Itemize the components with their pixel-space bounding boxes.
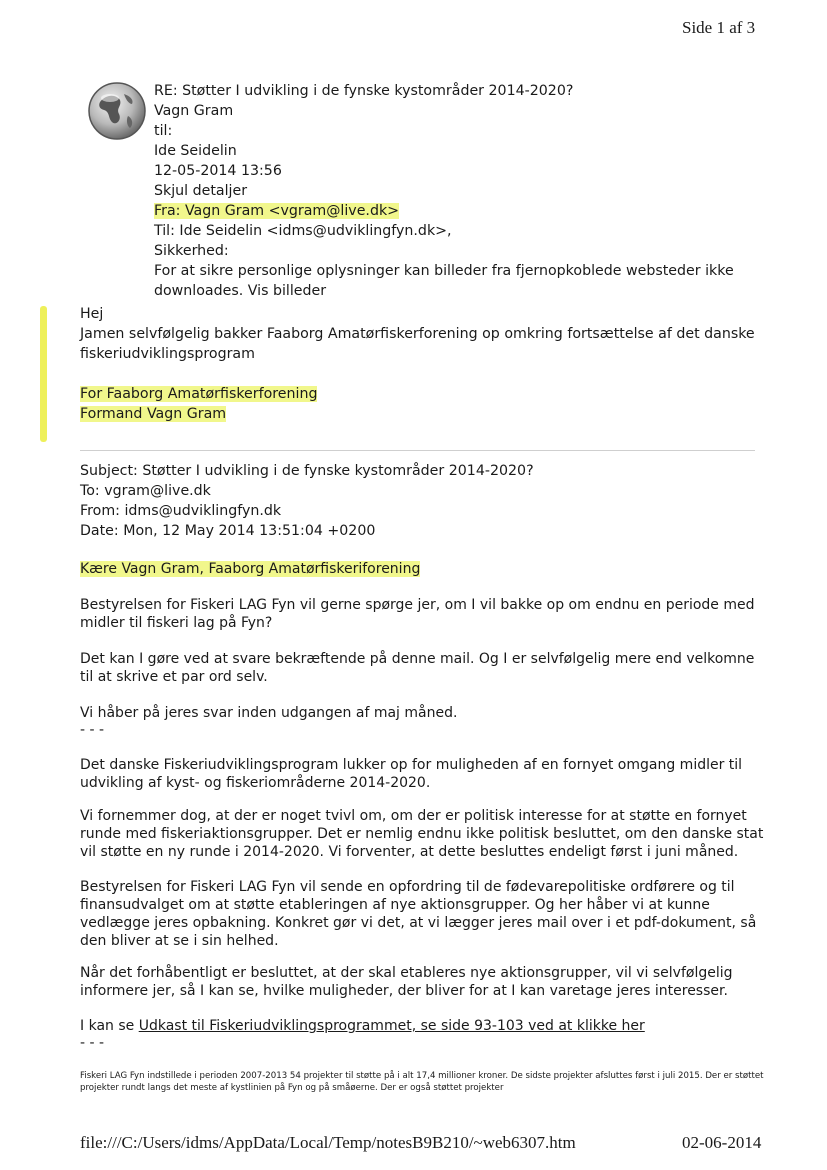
salutation xyxy=(80,560,770,578)
paragraph-8 xyxy=(80,1017,770,1035)
to-line: Til: Ide Seidelin <idms@udviklingfyn.dk>, xyxy=(154,223,452,239)
paragraph-5: Vi fornemmer dog, at der er noget tvivl om, om der er politisk interesse for at støtte en fornyet runde med fiskeriaktionsgrupper. Det er nemlig endnu ikke politisk besluttet, om den danske stat vil støtte en ny runde i 2014-2020. Vi forventer, at dette besluttes endeligt først i juni måned. xyxy=(80,808,764,860)
small-print: Fiskeri LAG Fyn indstillede i perioden 2007-2013 54 projekter til støtte på i alt 17,4 millioner kroner. De sidste projekter afsluttes først i juli 2015. Der er støttet projekter rundt langs det meste af kystlinien på Fyn og på småøerne. Der er også støttet projekter xyxy=(80,1071,764,1093)
separator-1: - - - xyxy=(80,722,105,738)
security-label: Sikkerhed: xyxy=(154,243,229,259)
paragraph-4: Det danske Fiskeriudviklingsprogram lukker op for muligheden af en fornyet omgang midler til udvikling af kyst- og fiskeriområderne 2014-2020. xyxy=(80,757,743,791)
email-datetime: 12-05-2014 13:56 xyxy=(154,163,282,179)
highlight-marker xyxy=(40,306,47,442)
separator-2: - - - xyxy=(80,1035,105,1051)
paragraph-3: Vi håber på jeres svar inden udgangen af maj måned. xyxy=(80,705,458,721)
reply-body-1: Jamen selvfølgelig bakker Faaborg Amatørfiskerforening op omkring fortsættelse af det danske xyxy=(80,326,755,342)
reply-signature-2-text: Formand Vagn Gram xyxy=(80,406,227,422)
hide-details-link[interactable]: Skjul detaljer xyxy=(154,183,248,199)
paragraph-2: Det kan I gøre ved at svare bekræftende på denne mail. Og I er selvfølgelig mere end velkomne til at skrive et par ord selv. xyxy=(80,651,755,685)
page-number: Side 1 af 3 xyxy=(682,18,756,37)
reply-body-2: fiskeriudviklingsprogram xyxy=(80,346,255,362)
original-date: Date: Mon, 12 May 2014 13:51:04 +0200 xyxy=(80,523,376,539)
globe-avatar-icon xyxy=(86,80,148,142)
reply-signature-2 xyxy=(80,405,226,425)
original-subject: Subject: Støtter I udvikling i de fynske kystområder 2014-2020? xyxy=(80,463,534,479)
divider xyxy=(80,450,755,451)
security-text-1: For at sikre personlige oplysninger kan billeder fra fjernopkoblede websteder ikke xyxy=(154,263,734,279)
security-text-2: downloades. Vis billeder xyxy=(154,283,327,299)
original-from: From: idms@udviklingfyn.dk xyxy=(80,503,282,519)
reply-signature-1-text: For Faaborg Amatørfiskerforening xyxy=(80,386,318,402)
from-line xyxy=(154,202,399,222)
to-label: til: xyxy=(154,123,173,139)
from-line-text: Fra: Vagn Gram <vgram@live.dk> xyxy=(154,203,400,219)
salutation-text: Kære Vagn Gram, Faaborg Amatørfiskeriforening xyxy=(80,561,421,577)
program-draft-link[interactable]: Udkast til Fiskeriudviklingsprogrammet, se side 93-103 ved at klikke her xyxy=(138,1018,645,1034)
paragraph-6: Bestyrelsen for Fiskeri LAG Fyn vil sende en opfordring til de fødevarepolitiske ordførere og til finansudvalget om at støtte etableringen af nye aktionsgrupper. Og her håber vi at kunne vedlægge jeres opbakning. Konkret gør vi det, at vi lægger jeres mail over i et pdf-dokument, så den bliver at se i sin helhed. xyxy=(80,879,757,949)
paragraph-8-prefix: I kan se xyxy=(80,1018,139,1034)
reply-greeting: Hej xyxy=(80,306,104,322)
footer-date: 02-06-2014 xyxy=(682,1133,762,1152)
email-subject: RE: Støtter I udvikling i de fynske kystområder 2014-2020? xyxy=(154,83,574,99)
recipient-name: Ide Seidelin xyxy=(154,143,237,159)
original-to: To: vgram@live.dk xyxy=(80,483,211,499)
reply-signature-1 xyxy=(80,385,317,405)
sender-name: Vagn Gram xyxy=(154,103,234,119)
paragraph-7: Når det forhåbentligt er besluttet, at der skal etableres nye aktionsgrupper, vil vi selvfølgelig informere jer, så I kan se, hvilke muligheder, der bliver for at I kan varetage jeres interesser. xyxy=(80,965,733,999)
paragraph-1: Bestyrelsen for Fiskeri LAG Fyn vil gerne spørge jer, om I vil bakke op om endnu en periode med midler til fiskeri lag på Fyn? xyxy=(80,597,755,631)
footer-file-path: file:///C:/Users/idms/AppData/Local/Temp/notesB9B210/~web6307.htm xyxy=(80,1133,576,1152)
